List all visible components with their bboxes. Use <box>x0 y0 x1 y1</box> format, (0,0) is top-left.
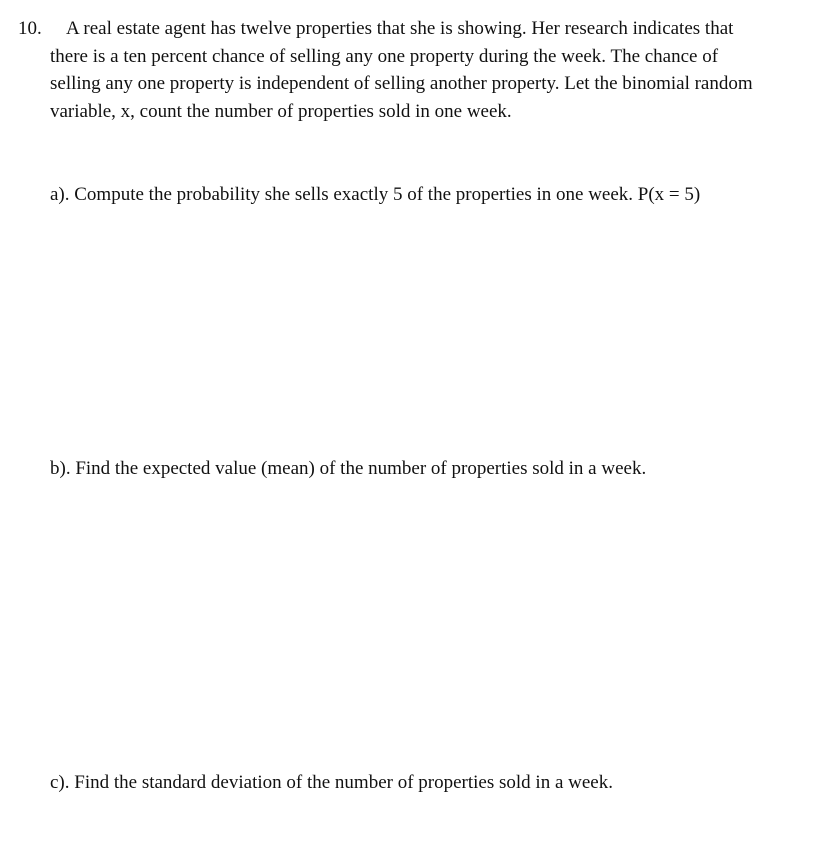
part-b-answer-space[interactable] <box>50 486 790 756</box>
part-a-question: a). Compute the probability she sells exactly 5 of the properties in one week. P(x = 5) <box>50 184 701 205</box>
problem-number: 10. <box>18 18 42 39</box>
problem-text-line-2: there is a ten percent chance of selling any one property during the week. The chance of <box>50 45 719 67</box>
part-b-question: b). Find the expected value (mean) of the number of properties sold in a week. <box>50 458 647 479</box>
problem-text-line-3: selling any one property is independent of selling another property. Let the binomial random <box>50 73 753 94</box>
problem-text-line-1: A real estate agent has twelve properties that she is showing. Her research indicates that <box>66 18 734 39</box>
problem-text-line-4: variable, x, count the number of properties sold in one week. <box>50 100 512 122</box>
part-c-answer-space[interactable] <box>50 800 790 850</box>
part-a-answer-space[interactable] <box>50 212 790 442</box>
part-c-question: c). Find the standard deviation of the number of properties sold in a week. <box>50 772 613 793</box>
